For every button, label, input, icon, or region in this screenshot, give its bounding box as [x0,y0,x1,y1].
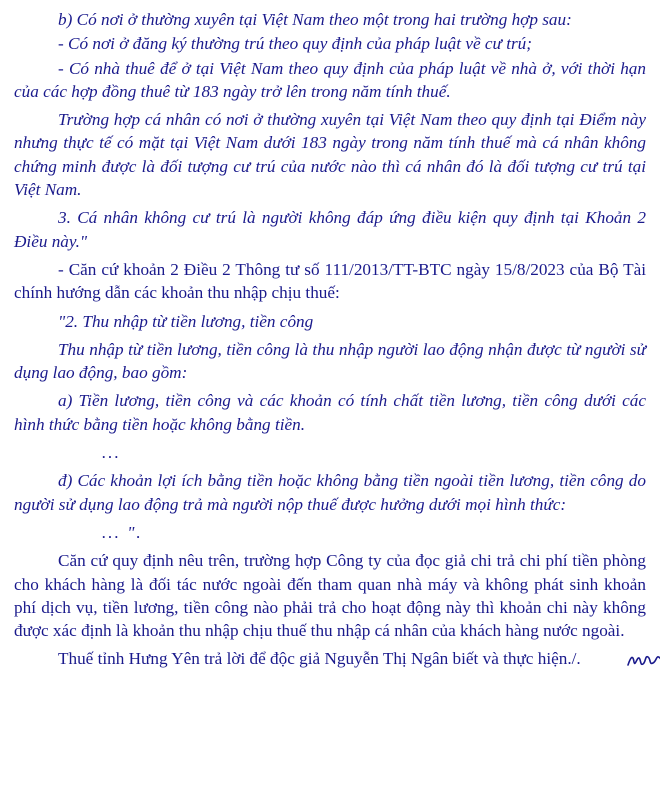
paragraph-item-d-benefits: đ) Các khoản lợi ích bằng tiền hoặc không bằng tiền ngoài tiền lương, tiền công do người sử dụng lao động trả mà người nộp thuế được hưởng dưới mọi hình thức: [14,471,646,514]
paragraph-dash-rented-house: - Có nhà thuê để ở tại Việt Nam theo quy định của pháp luật về nhà ở, với thời hạn của các hợp đồng thuê từ 183 ngày trở lên trong năm tính thuế. [14,58,646,101]
paragraph-item-3-nonresident: 3. Cá nhân không cư trú là người không đáp ứng điều kiện quy định tại Khoản 2 Điều này." [14,208,646,251]
paragraph-item-2-salary-income: "2. Thu nhập từ tiền lương, tiền công [58,311,314,331]
paragraph-conclusion: Căn cứ quy định nêu trên, trường hợp Công ty của đọc giả chi trả chi phí tiền phòng cho khách hàng là đối tác nước ngoài đến tham quan nhà máy và không phát sinh khoản phí dịch vụ, tiền lương, tiền công nào phải trả cho hoạt động này thì khoản chi này không được xác định là khoản thu nhập chịu thuế thu nhập cá nhân của khách hàng nước ngoài. [14,551,646,641]
handwritten-signature-icon [583,651,627,667]
paragraph-circular-reference: - Căn cứ khoản 2 Điều 2 Thông tư số 111/2013/TT-BTC ngày 15/8/2023 của Bộ Tài chính hướng dẫn các khoản thu nhập chịu thuế: [14,259,646,303]
paragraph-ellipsis-2: ... ". [102,522,143,542]
paragraph-ellipsis-1: ... [102,443,121,463]
paragraph-salary-definition: Thu nhập từ tiền lương, tiền công là thu nhập người lao động nhận được từ người sử dụng lao động, bao gồm: [14,339,646,383]
paragraph-dash-registered-residence: - Có nơi ở đăng ký thường trú theo quy định của pháp luật về cư trú; [58,34,532,54]
paragraph-case-individual: Trường hợp cá nhân có nơi ở thường xuyên tại Việt Nam theo quy định tại Điểm này nhưng thực tế có mặt tại Việt Nam dưới 183 ngày trong năm tính thuế mà cá nhân không chứng minh được là đối tượng cư trú của nước nào thì cá nhân đó là đối tượng cư trú tại Việt Nam. [14,110,646,200]
closing-text: Thuế tỉnh Hưng Yên trả lời để độc giả Nguyễn Thị Ngân biết và thực hiện./. [58,649,581,669]
paragraph-item-a-wages: a) Tiền lương, tiền công và các khoản có tính chất tiền lương, tiền công dưới các hình thức bằng tiền hoặc không bằng tiền. [14,391,646,434]
paragraph-b-clause: b) Có nơi ở thường xuyên tại Việt Nam theo một trong hai trường hợp sau: [58,10,572,29]
paragraph-closing [14,647,646,670]
